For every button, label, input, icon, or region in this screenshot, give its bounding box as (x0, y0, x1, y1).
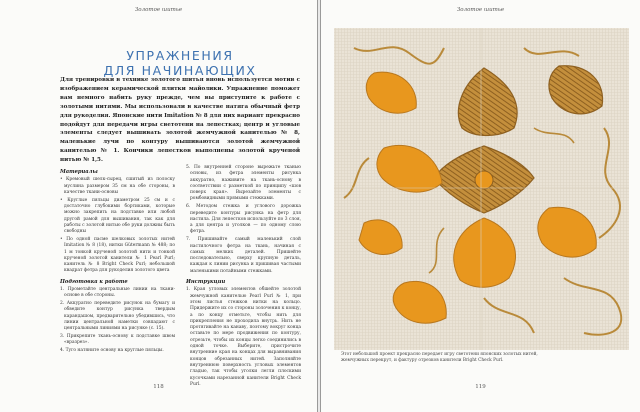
prep-step: 1. Прометайте центральные линии на ткани-основе в обе стороны. (60, 287, 175, 299)
instructions-heading: Инструкции (186, 279, 226, 286)
embroidery-illustration (334, 28, 629, 350)
page-title (60, 48, 300, 78)
title-line-1: УПРАЖНЕНИЯ (126, 48, 234, 64)
materials-item: • Кремовый шелк-сырец, сшитый из полоску муслина размером 35 см на обе стороны, в качестве ткани-основы (60, 177, 175, 196)
title-line-2: ДЛЯ НАЧИНАЮЩИХ (103, 63, 257, 79)
running-head: Золотое шитье (456, 7, 505, 13)
materials-item: • Круглые пяльцы диаметром 25 см и с достаточно глубокими бортиками, которые можно закрепить на подставке или любой другой рамой для вышивания, так как для работы с золотой нитью обе руки должны быть свободны (60, 198, 175, 236)
page-number-left: 118 (153, 384, 164, 390)
right-page (320, 0, 640, 412)
prep-heading: Подготовка к работе (60, 278, 128, 285)
photo-caption: Этот небольшой проект прекрасно передает игру светотени японских золотых нитей, жемчужных перекрут, и фактуру отрезков канители Bright Check Purl. (341, 352, 538, 363)
page-number-right: 119 (475, 384, 486, 390)
intro-paragraph: Для тренировки в технике золотого шитья вновь используется мотив с изображением керамической плитки майолики. Упражнение поможет вам немного набить руку прежде, чем вы приступите к работе с золотыми нитями. Мы использовали в качестве натяга обычный фетр для рукоделия. Японские нити Imitation № 8 для них вариант прекрасно подойдут для передачи игры светотени на лепестках; центр и угловые элементы следует вышивать золотой жемчужной канителью № 8, маленькие лучи по контуру вышиваются золотой жемчужной канителью № 1. Кончики лепестков выполнены золотой крученой нитью № 1,5. (60, 77, 300, 164)
embroidery-photo (334, 28, 629, 350)
text-column-2 (186, 165, 301, 390)
prep-step: 3. Прикрепите ткань-основу к подставке швом «вразрез». (60, 334, 175, 346)
prep-step: 5. По внутренней стороне вырежьте тканью основы, из фетра элементы рисунка аккуратно, наживите на ткань-основу в соответствии с разметкой по принципу «шов поверх края». Вырезайте элементы с ромбовидными прямыми стежками. (186, 165, 301, 202)
prep-step: 6. Методом стежка и углового дорожка переведите контуры рисунка на фетр для настила. Для лепестков используйте по 3 слоя, а для центра и уголков — по одному слою фетра. (186, 204, 301, 235)
prep-step: 4. Туго натяните основу на круглые пяльцы. (60, 348, 164, 354)
prep-step: 2. Аккуратно переведите рисунок на бумагу и обведите контур рисунка твердым карандашом, предварительно убедившись, что линии центральной наметки совпадают с центральными линиями на рисунке (с. 15). (60, 301, 175, 332)
prep-step: 7. Пришивайте самый маленький слой настилочного фетра на ткань, начиная с самых мелких деталей. Пришейте последовательно, сверху крупную деталь, каждая к линии рисунка и пришивая частыми маленькими потайными стежками. (186, 237, 301, 274)
running-head: Золотое шитье (134, 7, 183, 13)
text-column-1 (60, 165, 175, 356)
materials-item: • По одной пасме шелковых золотых нитей Imitation № 8 (18), нитки Gütermann № 488; по 1 м тонкой крученой золотой нити и тонкой крученой золотой канители № 1 Pearl Purl; канитель № 8 Bright Check Purl; небольшой квадрат фетра для рукоделия золотого цвета (60, 237, 175, 275)
left-page (0, 0, 318, 412)
materials-heading: Материалы (60, 169, 98, 175)
instruction-step: 1. Края угловых элементов обшейте золотой жемчужной канителью Pearl Purl № 1, при этом листья стежков нитки на кольцо. Придержите их со стороны золочения к концу, а по концу отметьте, чтобы нить для прикрепления не проходила внутрь. Нить не протягивайте на канаву, поэтому вокруг конца оставьте по мере продвижения по контуру, отрезьте, чтобы их концы легко соединились в одной точке. Выберите, пристрочите внутренние края на концах для выравнивания концов обрезанных нитей. Заполняйте внутреннюю поверхность угловых элементов гладью, так чтобы уголки легли плоскими кусочками нарезанной канители Bright Check Purl. (186, 287, 301, 387)
